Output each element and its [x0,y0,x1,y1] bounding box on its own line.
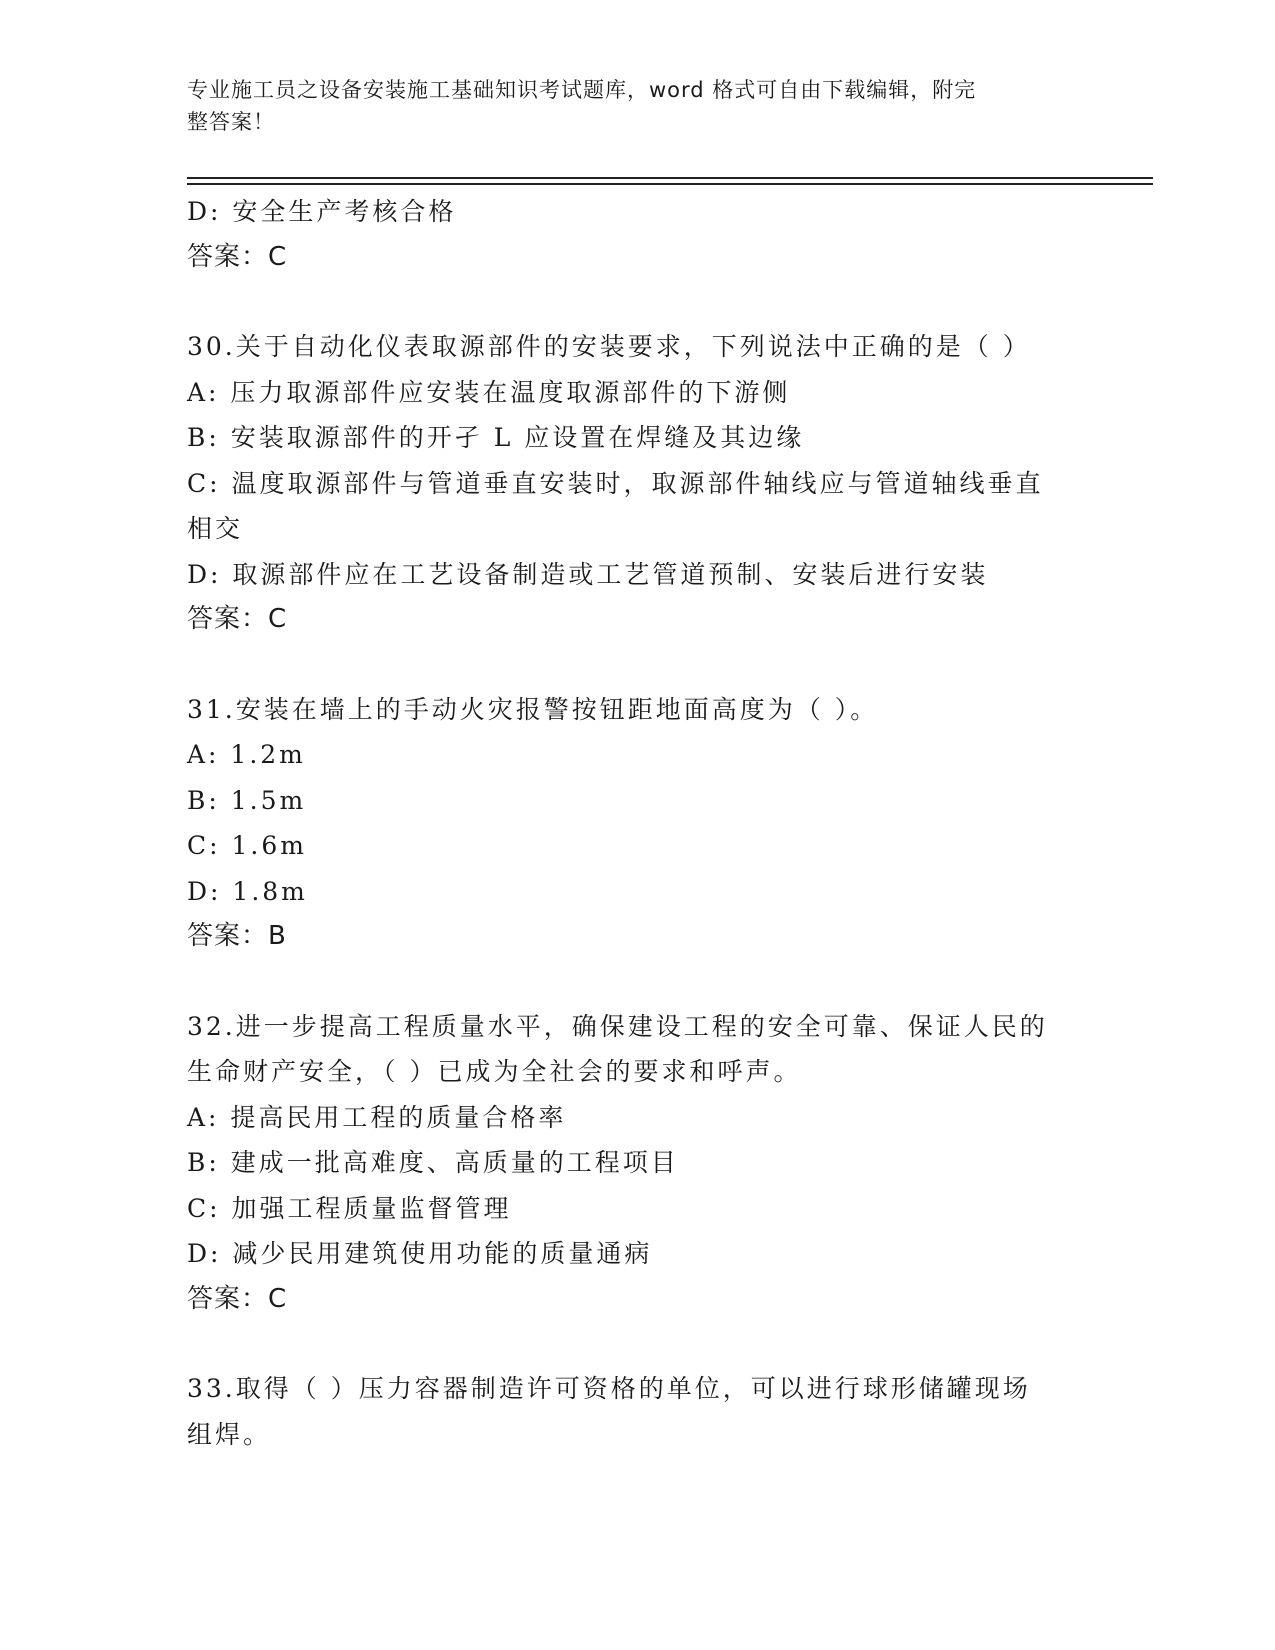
option-c: C: 加强工程质量监督管理 [187,1193,512,1223]
header-line-1: 专业施工员之设备安装施工基础知识考试题库，word 格式可自由下载编辑，附完 [187,78,977,102]
option-c: C: 温度取源部件与管道垂直安装时，取源部件轴线应与管道轴线垂直 [187,468,1044,498]
question-33 [187,1366,1087,1457]
question-32 [187,1004,1087,1323]
option-d: D: 减少民用建筑使用功能的质量通病 [187,1239,653,1268]
header-divider-bottom [187,183,1153,185]
option-a: A: 压力取源部件应安装在温度取源部件的下游侧 [187,377,791,407]
option-b: B: 建成一批高难度、高质量的工程项目 [187,1148,679,1177]
option-b: B: 安装取源部件的开孑 L 应设置在焊缝及其边缘 [187,423,805,452]
header-divider-top [187,177,1153,179]
spacer [187,643,1087,687]
question-stem-continued: 组焊。 [187,1419,272,1449]
option-b: B: 1.5m [187,785,307,815]
option-d: D: 1.8m [187,876,308,906]
option-a: A: 提高民用工程的质量合格率 [187,1102,567,1132]
option-a: A: 1.2m [187,740,306,769]
question-stem: 31.安装在墙上的手动火灾报警按钮距地面高度为（ ）。 [187,694,879,724]
header-line-2: 整答案！ [187,110,275,134]
answer-line: 答案：B [187,921,287,951]
answer-line: 答案：C [187,1283,288,1314]
option-c-continued: 相交 [187,514,244,543]
previous-question-tail [187,189,1087,280]
option-d: D: 取源部件应在工艺设备制造或工艺管道预制、安装后进行安装 [187,559,989,589]
answer-line: 答案：C [187,241,288,272]
option-d: D: 安全生产考核合格 [187,197,457,226]
answer-line: 答案：C [187,604,288,634]
question-stem: 32.进一步提高工程质量水平，确保建设工程的安全可靠、保证人民的 [187,1011,1048,1041]
question-31 [187,687,1087,960]
spacer [187,280,1087,324]
question-stem: 33.取得（ ）压力容器制造许可资格的单位，可以进行球形储罐现场 [187,1374,1031,1403]
spacer [187,960,1087,1004]
question-30 [187,324,1087,643]
option-c: C: 1.6m [187,831,307,860]
spacer [187,1322,1087,1366]
question-stem-continued: 生命财产安全，（ ）已成为全社会的要求和呼声。 [187,1057,802,1086]
document-header [187,74,1067,138]
question-stem: 30.关于自动化仪表取源部件的安装要求，下列说法中正确的是（ ） [187,332,1031,361]
question-content [187,189,1087,1457]
